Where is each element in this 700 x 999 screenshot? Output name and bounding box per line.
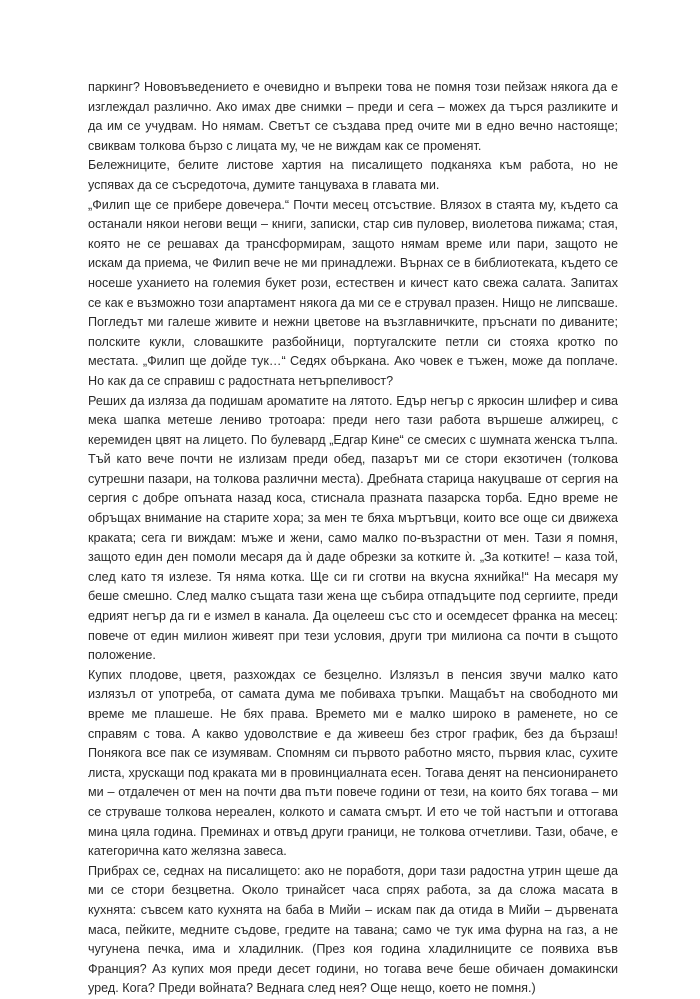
paragraph-2: Бележниците, белите листове хартия на писалището подканяха към работа, но не успявах да се съсредоточа, думите танцуваха в главата ми. xyxy=(88,158,618,192)
paragraph-3: „Филип ще се прибере довечера.“ Почти месец отсъствие. Влязох в стаята му, където са останали някои негови вещи – книги, записки, стар сив пуловер, виолетова пижама; стая, която не се решавах да трансформирам, защото нямам време или пари, защото не искам да приема, че Филип вече не ми принадлежи. Върнах се в библиотеката, където се носеше уханието на големия букет рози, естествен и кичест като свежа салата. Запитах се как е възможно този апартамент някога да ми се е струвал празен. Нищо не липсваше. Погледът ми галеше живите и нежни цветове на възглавничките, пръснати по диваните; полските кукли, словашките разбойници, португалските петли си стояха кротко по местата. „Филип ще дойде тук…“ Седях объркана. Ако човек е тъжен, може да поплаче. Но как да се справиш с радостната нетърпеливост? xyxy=(88,197,618,388)
paragraph-4: Реших да изляза да подишам ароматите на лятото. Едър негър с яркосин шлифер и сива мека шапка метеше лениво тротоара: преди него тази работа вършеше алжирец, с керемиден цвят на лицето. По булевард „Едгар Кине“ се смесих с шумната женска тълпа. Тъй като вече почти не излизам преди обед, пазарът ми се стори екзотичен (толкова сутрешни пазари, на толкова различни места). Дребната старица накуцваше от сергия на сергия с добре опъната назад коса, стиснала празната пазарска торба. Едно време не обръщах внимание на старите хора; за мен те бяха мъртъвци, които все още си движеха краката; сега ги виждам: мъже и жени, само малко по-възрастни от мен. Тази я помня, защото един ден помоли месаря да ѝ даде обрезки за котките ѝ. „За котките! – каза той, след като тя излезе. Тя няма котка. Ще си ги сготви на вкусна яхнийка!“ На месаря му беше смешно. След малко същата тази жена ще събира отпадъците под сергиите, преди едрият негър да ги е измел в канала. Да оцелееш със сто и осемдесет франка на месец: повече от един милион живеят при тези условия, други три милиона са почти в същото положение. xyxy=(88,393,618,663)
document-page xyxy=(88,78,618,999)
paragraph-6: Прибрах се, седнах на писалището: ако не поработя, дори тази радостна утрин щеше да ми се стори безцветна. Около тринайсет часа спрях работа, за да сложа масата в кухнята: съвсем като кухнята на баба в Мийи – искам пак да отида в Мийи – дървената маса, пейките, медните съдове, гредите на тавана; само че тук има фурна на газ, а не чугунена печка, има и хладилник. (През коя година хладилниците се появиха във Франция? Аз купих моя преди десет години, но тогава вече беше обичаен домакински уред. Кога? Преди войната? Веднага след нея? Още нещо, което не помня.) xyxy=(88,863,618,996)
paragraph-5: Купих плодове, цветя, разхождах се безцелно. Излязъл в пенсия звучи малко като излязъл от употреба, от самата дума ме побиваха тръпки. Мащабът на свободното ми време ме плашеше. Не бях права. Времето ми е малко широко в раменете, но се справям с това. А какво удоволствие е да живееш без строг график, без да бързаш! Понякога все пак се изумявам. Спомням си първото работно място, първия клас, сухите листа, хрускащи под краката ми в провинциалната есен. Тогава денят на пенсионирането ми – отдалечен от мен на почти два пъти повече години от тези, на които бях тогава – ми се струваше толкова нереален, колкото и самата смърт. И ето че той настъпи и оттогава мина цяла година. Преминах и отвъд други граници, не толкова отчетливи. Тази, обаче, е категорична като желязна завеса. xyxy=(88,667,618,859)
paragraph-1: паркинг? Нововъведението е очевидно и въпреки това не помня този пейзаж някога да е изглеждал различно. Ако имах две снимки – преди и сега – можех да търся разликите и да им се учудвам. Но нямам. Светът се създава пред очите ми в едно вечно настояще; свиквам толкова бързо с лицата му, че не виждам как се променят. xyxy=(88,80,618,153)
